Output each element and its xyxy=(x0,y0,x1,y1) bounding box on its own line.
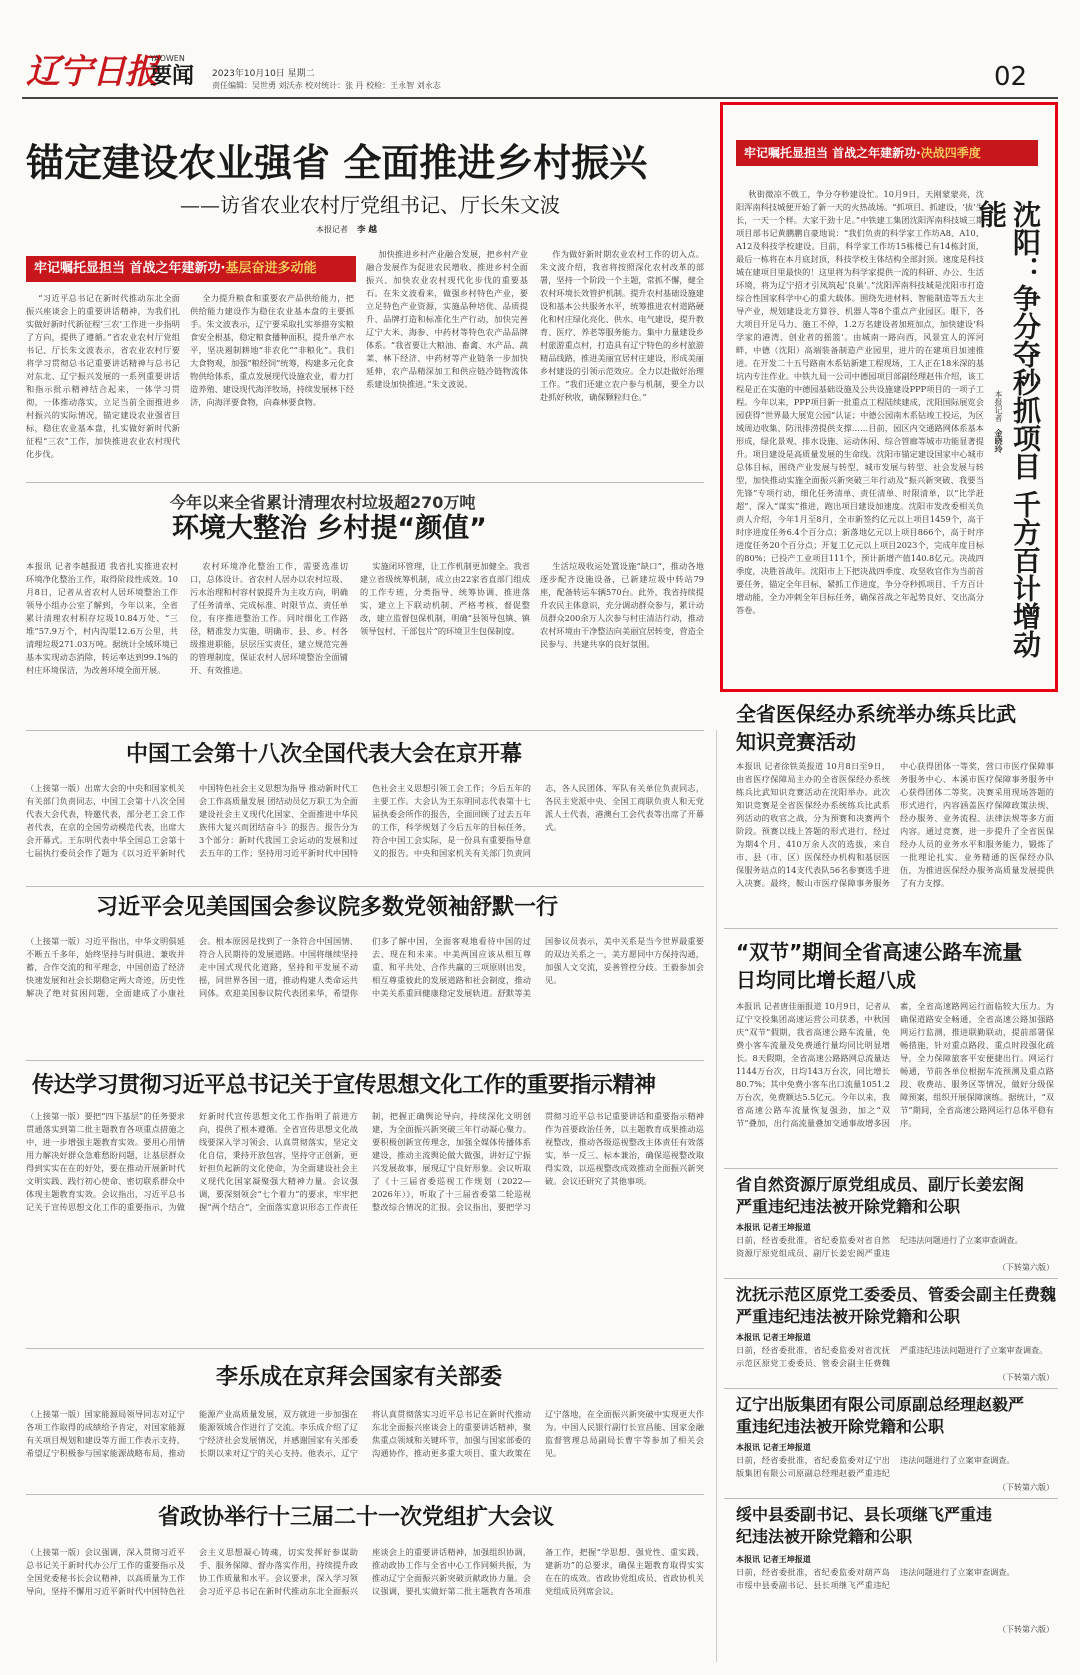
page-number: 02 xyxy=(994,62,1028,92)
lead-col-1: “习近平总书记在新时代推动东北全面振兴座谈会上的重要讲话精神，为我们扎实做好新时代新征程‘三农’工作进一步指明了方向，提供了遵循。”省农业农村厅党组书记、厅长朱文波表示，省农业农村厅要将学习贯彻总书记重要讲话精神与总书记对东北、辽宁振兴发展的一系列重要讲话和指示批示精神结合起来，一体学习贯彻，一体推动落实，立足当前全面推进乡村振兴的实际情况，锚定建设农业强省目标，稳住农业基本盘，扎实做好新时代新征程“三农”工作，加快推进农业农村现代化步伐。 xyxy=(26,293,180,459)
lead-byline xyxy=(316,223,377,235)
shenyang-headline: 沈阳：争分夺秒抓项目 千方百计增动能 xyxy=(975,200,1042,658)
divider xyxy=(26,1348,704,1349)
li-text: （上接第一版）国家能源局领导同志对辽宁各项工作取得的成绩给予肯定，对国家能源有关项目规划和建设等方面工作表示支持，希望辽宁积极参与国家能源战略布局，推动能源产业高质量发展，双方就进一步加强在能源领域合作进行了交流。李乐成介绍了辽宁经济社会发展情况，并感谢国家有关部委长期以来对辽宁的关心支持。他表示，辽宁将认真贯彻落实习近平总书记在新时代推动东北全面振兴座谈会上的重要讲话精神，聚焦重点领域和关键环节，加强与国家部委的沟通协作，推动更多重大项目、重大政策在辽宁落地，在全面振兴新突破中实现更大作为。中国人民银行副行长宣昌能、国家金融监督管理总局副局长曹宇等参加了相关会见。 xyxy=(26,1409,704,1458)
disc4-tail: （下转第六版） xyxy=(998,1625,1054,1634)
disc3-headline: 辽宁出版集团有限公司原副总经理赵毅严重违纪违法被开除党籍和公职 xyxy=(736,1395,1025,1436)
disc4-headline: 绥中县委副书记、县长项继飞严重违纪违法被开除党籍和公职 xyxy=(736,1505,993,1546)
divider xyxy=(724,1278,1058,1279)
lead-subtitle: ——访省农业农村厅党组书记、厅长朱文波 xyxy=(180,193,560,217)
divider xyxy=(26,482,704,483)
propaganda-headline: 传达学习贯彻习近平总书记关于宣传思想文化工作的重要指示精神 xyxy=(32,1072,656,1098)
lead-headline: 锚定建设农业强省 全面推进乡村振兴 xyxy=(26,141,648,185)
disc1-tail: （下转第六版） xyxy=(998,1263,1054,1272)
banner-text: 牢记嘱托显担当 首战之年建新功· xyxy=(744,146,921,160)
lead-banner xyxy=(26,256,356,282)
env-col-1: 本报讯 记者李越报道 我省扎实推进农村环境净化整治工作，取得阶段性成效。10月8日，记者从省农村人居环境整治工作领导小组办公室了解到，今年以来，全省累计清理农村积存垃圾10.84万处、“三堆”57.9万个，村内沟渠12.6万公里，共清理垃圾271.03万吨。据统计全域环境已基本实现动态消除，转运率达到99.1%的村庄环境保洁，为改善环境全面开展。 xyxy=(26,561,178,675)
disc2-byline: 本报讯 记者王坤报道 xyxy=(736,1333,811,1342)
divider xyxy=(26,730,704,731)
divider xyxy=(26,1060,704,1061)
disc3-byline: 本报讯 记者王坤报道 xyxy=(736,1443,811,1452)
env-col-5: 生活垃圾收运处置设施“缺口”，推动各地逐步配齐设施设备，已新建垃圾中转站79座，配备转运车辆570台。此外，我省持续提升农民主体意识，充分调动群众参与，累计动员群众200余万人次参与村庄清洁行动，推动农村环境由干净整洁向美丽宜居转变，营造全民参与、共建共享的良好氛围。 xyxy=(540,561,704,649)
masthead xyxy=(0,0,1080,98)
divider xyxy=(724,1388,1058,1389)
divider xyxy=(724,1168,1058,1169)
shenyang-byline xyxy=(990,390,1004,500)
masthead-rule xyxy=(22,97,1058,99)
banner-tail: 决战四季度 xyxy=(920,146,981,160)
divider xyxy=(26,1494,704,1495)
disc2-tail: （下转第六版） xyxy=(998,1373,1054,1382)
disc2-text: 日前，经省委批准，省纪委监委对省沈抚示范区原党工委委员、管委会副主任费魏严重违纪违法问题进行了立案审查调查。 xyxy=(736,1345,1048,1368)
newspaper-logo: 辽宁日报 xyxy=(26,52,158,92)
divider xyxy=(724,928,1058,929)
disc1-headline: 省自然资源厅原党组成员、副厅长姜宏阁严重违纪违法被开除党籍和公职 xyxy=(736,1175,1025,1216)
byline-label: 本报记者 xyxy=(994,390,1003,422)
column-divider xyxy=(716,730,717,1662)
disc4-text: 日前，经省委批准，省纪委监委对葫芦岛市绥中县委副书记、县长项继飞严重违纪违法问题进行了立案审查调查。 xyxy=(736,1567,1015,1590)
shenyang-banner xyxy=(736,140,1038,166)
xi-text: （上接第一版）习近平指出，中华文明俱延不断五千多年，始终坚持与时俱进、兼收并蓄，合作交流的和平理念，中国创造了经济快速发展和社会长期稳定两大奇迹，历史性解决了绝对贫困问题，全面建成了小康社会。根本原因是找到了一条符合中国国情、符合人民期待的发展道路。中国将继续坚持走中国式现代化道路，坚持和平发展不动摇，同世界各国一道，推动构建人类命运共同体。欢迎美国参议院代表团来华，希望你们多了解中国，全面客观地看待中国的过去、现在和未来。中美两国应该从相互尊重、和平共处、合作共赢的三项原则出发，相互尊重彼此的发展道路和社会制度，推动中美关系重回健康稳定发展轨道。舒默等美国参议员表示，美中关系是当今世界最重要的双边关系之一，美方愿同中方保持沟通，加强人文交流，妥善管控分歧。王毅参加会见。 xyxy=(26,936,704,998)
byline-name: 金晓玲 xyxy=(994,428,1003,453)
lead-col-2: 全力提升粮食和重要农产品供给能力，把供给能力建设作为稳住农业基本盘的主要抓手。朱文波表示，辽宁要采取扎实举措夯实粮食安全根基，稳定粮食播种面积，提升单产水平，坚决遏制耕地“非农化”“非粮化”。我们大食物观，加强“粮经饲”统筹，构建多元化食物供给体系，重点发展现代设施农业，着力打造养殖、建设现代海洋牧场，持续发展林下经济，向海洋要食物，向森林要食物。 xyxy=(190,293,354,407)
env-kicker: 今年以来全省累计清理农村垃圾超270万吨 xyxy=(170,493,476,512)
cppcc-headline: 省政协举行十三届二十一次党组扩大会议 xyxy=(158,1504,555,1530)
section-en: YAOWEN xyxy=(150,54,185,63)
disc1-text: 日前，经省委批准，省纪委监委对省自然资源厅原党组成员、副厅长姜宏阁严重违纪违法问题进行了立案审查调查。 xyxy=(736,1235,1023,1258)
issue-date: 2023年10月10日 星期二 xyxy=(212,69,315,79)
banner-tail: 基层奋进多动能 xyxy=(225,261,317,276)
highway-text: 本报讯 记者唐佳丽报道 10月9日，记者从辽宁交投集团高速运营公司获悉，中秋国庆“双节”假期，我省高速公路车流量，免费小客车流量及免费通行量均同比明显增长。8天假期，全省高速公路路网总流量达1144万台次，日均143万台次，同比增长80.7%；其中免费小客车出口流量1051.2万台次，免费额达5.5亿元。今年以来，我省高速公路车流量恢复强劲，加之“双节”叠加，出行高流量叠加交通事故增多因素，全省高速路网运行面临较大压力。为确保道路安全畅通，全省高速公路加强路网运行监测，推进联勤联动，提前部署保畅措施，针对重点路段、重点时段强化疏导，全力保障旅客平安便捷出行。网运行畅通，节前各单位根据车流预测及重点路段、收费站、服务区等情况，做好分级保障预案，组织开展保障演练。据统计，“双节”期间，全省高速公路网运行总体平稳有序。 xyxy=(736,1001,1054,1128)
lead-col-3: 加快推进乡村产业融合发展，把乡村产业融合发展作为促进农民增收、推进乡村全面振兴、加快农业农村现代化步伐的重要基石。在朱文波看来，做强乡村特色产业，要立足特色产业资源，实施品种培优、品质提升、品牌打造和标准化生产行动，加快完善辽宁大米、海参、中药材等特色农产品品牌体系。“我省要让大粮油、畜禽、水产品、蔬菜、林下经济、中药材等产业链条一步加快延伸，农产品精深加工和供应链冷链物流体系建设加快推进。”朱文波说。 xyxy=(366,249,528,389)
lead-col-4: 作为做好新时期农业农村工作的切入点。朱文波介绍，我省将按照深化农村改革的部署，坚持一个阶段一个主题，常抓不懈，健全农村环境长效管护机制。提升农村基础设施建设和基本公共服务水平，统筹推进农村道路硬化和村庄绿化亮化、供水、电气建设，提升教育、医疗、养老等服务能力。集中力量建设乡村旅游重点村，打造具有辽宁特色的乡村旅游精品线路，推进美丽宜居村庄建设，形成美丽乡村建设的引领示范效应。全力以赴做好治理工作。“我们还建立农户参与机制，要全力以赴抓好秋收，确保颗粒归仓。” xyxy=(540,249,704,402)
editors-line: 责任编辑：吴世勇 刘沃赤 校对统计：张 丹 校检：王永智 刘永志 xyxy=(212,81,441,90)
banner-text: 牢记嘱托显担当 首战之年建新功· xyxy=(34,261,226,276)
propaganda-text: （上接第一版）要把“四下基层”的任务要求贯通落实到第二批主题教育各项重点措施之中，进一步增强主题教育实效。要用心用情用力解决好群众急难愁盼问题，让基层群众得到实实在在的好处，要在推动开展新时代文明实践、践行初心使命、密切联系群众中体现主题教育实效。会议指出，习近平总书记关于宣传思想文化工作的重要指示，为做好新时代宣传思想文化工作指明了前进方向，提供了根本遵循。全省宣传思想文化战线要深入学习领会、认真贯彻落实，坚定文化自信，秉持开放包容，坚持守正创新，更好担负起新的文化使命，为全面建设社会主义现代化国家凝聚强大精神力量。会议强调，要深刻领会“七个着力”的要求，牢牢把握“两个结合”，全面落实意识形态工作责任制，把握正确舆论导向，持续深化文明创建，为全面振兴新突破三年行动凝心聚力。要积极创新宣传理念，加强全媒体传播体系建设，推动主流舆论做大做强，讲好辽宁振兴发展故事，展现辽宁良好形象。会议听取了《十三届省委巡视工作规划（2022—2026年）》，听取了十三届省委第二轮巡视整改综合情况的汇报。会议指出，要把学习贯彻习近平总书记重要讲话和重要指示精神作为首要政治任务，以主题教育成果推动巡视整改，推动各级巡视整改主体责任有效落实，举一反三、标本兼治，确保巡视整改取得实效，以巡视整改成效推动全面振兴新突破。会议还研究了其他事项。 xyxy=(26,1111,704,1212)
highway-headline: “双节”期间全省高速公路车流量日均同比增长超八成 xyxy=(736,940,1023,992)
medins-headline: 全省医保经办系统举办练兵比武知识竞赛活动 xyxy=(736,702,1016,754)
env-col-2: 农村环境净化整治工作，需要选准切口，总体设计。省农村人居办以农村垃圾、污水治理和村容村貌提升为主攻方向，明确了任务清单、完成标准、时限节点、责任单位，有序推进整治工作。同时细化工作路径，精准发力实施，明确市、县、乡、村各级推进职能，层层压实责任，建立规范完善的管理制度，保证农村人居环境整治全面铺开、有效推进。 xyxy=(190,561,348,675)
xi-headline: 习近平会见美国国会参议院多数党领袖舒默一行 xyxy=(96,894,559,920)
disc3-tail: （下转第六版） xyxy=(998,1483,1054,1492)
byline-name: 李 越 xyxy=(356,225,377,235)
cppcc-text: （上接第一版）会议强调，深入贯彻习近平总书记关于新时代办公厅工作的重要指示及全国党委秘书长会议精神，以高质量为工作导向，坚持不懈用习近平新时代中国特色社会主义思想凝心铸魂，切实发挥好参谋助手、服务保障、督办落实作用，持续提升政协工作质量和水平。会议要求，深入学习领会习近平总书记在新时代推动东北全面振兴座谈会上的重要讲话精神，加强组织协调，推动政协工作与全省中心工作同频共振，为推动辽宁全面振兴新突破贡献政协力量。会议强调，要扎实做好第二批主题教育各项准备工作，把握“学思想、强党性、重实践、建新功”的总要求，确保主题教育取得实实在在的成效。省政协党组成员、省政协机关党组成员列席会议。 xyxy=(26,1547,704,1596)
env-col-3: 实施闭环管理，让工作机制更加健全。我省建立省级统筹机制，成立由22家省直部门组成的工作专班，分类指导、统筹协调、推进落实，建立上下联动机制、严格考核、督促整改，建立监督包保机制，明确“县领导包镇、镇领导包村、干部包片”的环境卫生包保制度。 xyxy=(360,561,530,636)
disc2-headline: 沈抚示范区原党工委委员、管委会副主任费魏严重违纪违法被开除党籍和公职 xyxy=(736,1285,1057,1326)
disc1-byline: 本报讯 记者王坤报道 xyxy=(736,1223,811,1232)
section-title: 要闻 xyxy=(150,64,195,89)
env-headline: 环境大整治 乡村提“颜值” xyxy=(172,513,487,544)
medins-text: 本报讯 记者徐铁英报道 10月8日至9日，由省医疗保障局主办的全省医保经办系统练兵比武知识竞赛活动在沈阳举办。此次知识竞赛是全省医保经办系统练兵比武系列活动的收官之战，分为预赛和决赛两个阶段。预赛以线上答题的形式进行，经过为期4个月、410万余人次的选拔，来自市、县（市、区）医保经办机构和基层医保服务站点的14支代表队56名参赛选手进入决赛。最终，鞍山市医疗保障事务服务中心获得团体一等奖，营口市医疗保障事务服务中心、本溪市医疗保障事务服务中心获得团体二等奖。决赛采用现场答题的形式进行，内容涵盖医疗保障政策法规、经办服务、业务流程、法律法规等多方面内容。通过竞赛，进一步提升了全省医保经办人员的业务水平和服务能力，锻炼了一批理论扎实、业务精通的医保经办队伍，为推进医保经办服务高质量发展提供了有力支撑。 xyxy=(736,761,1054,888)
byline-label: 本报记者 xyxy=(316,225,348,234)
union-text: （上接第一版）出席大会的中央和国家机关有关部门负责同志，中国工会第十八次全国代表大会代表，特邀代表，部分老工会工作者代表，在京的全国劳动模范代表，出席大会开幕式。王东明代表中华全国总工会第十七届执行委员会作了题为《以习近平新时代中国特色社会主义思想为指导 推动新时代工会工作高质量发展 团结动员亿万职工为全面建设社会主义现代化国家、全面推进中华民族伟大复兴而团结奋斗》的报告。报告分为3个部分：新时代我国工会运动的发展和过去五年的工作；坚持用习近平新时代中国特色社会主义思想引领工会工作；今后五年的主要工作。大会认为王东明同志代表第十七届执委会所作的报告，全面回顾了过去五年的工作，科学规划了今后五年的目标任务，符合中国工会实际，是一份具有重要指导意义的报告。中央和国家机关有关部门负责同志，各人民团体、军队有关单位负责同志，各民主党派中央、全国工商联负责人和无党派人士代表，港澳台工会代表等出席了开幕式。 xyxy=(26,783,704,858)
disc3-text: 日前，经省委批准，省纪委监委对辽宁出版集团有限公司原副总经理赵毅严重违纪违法问题进行了立案审查调查。 xyxy=(736,1455,1015,1478)
shenyang-text: 秋街微凉不戟工，争分夺秒建设忙。10月9日，天刚蒙蒙亮，沈阳浑南科技城便开始了新一天的火热战场。“抓项目、抓建设，‘拔’生长，一天一个样。大家干劲十足。”中铁建工集团沈阳浑南科技城三期项目部书记黄鹏鹏自豪地说：“我们负责的科学家工作坊A8、A10、A12及科技学校建设。目前，科学家工作坊15栋楼已有14栋封顶，最后一栋将在本月底封顶，科技学校主体结构全部封顶。速度是科技城在建项目里最快的！这里将为科学家提供一流的科研、办公、生活环境，将为辽宁招才引凤筑起‘良巢’。”沈阳浑南科技城是沈阳市打造综合性国家科学中心的重大载体。围绕先进材料、智能制造等五大主导产业，规划建设北方算谷、机器人等8个重点产业园区。眼下，各大项目开足马力、施工不停，1.2万名建设者加班加点，加快建设‘科学家的港湾、创业者的摇篮’。由城南一路向西，风景宜人的浑河畔，中德（沈阳）高端装备制造产业园里，进片的在建项目加速推进。在开发二十五号路南木系钻新建工程现场，工人正在18米深的基坑内专注作业。中铁九局一公司中德园项目部副经理赵伟介绍，该工程是正在实施的中德园基础设施及公共设施建设PPP项目的一项子工程。今年以来，PPP项目新一批重点工程陆续建成，沈阳国际展览会园获得“世界最大展览公园”认证；中德公园南木系钻竣工投运，为区域周边收集、防汛排涝提供支撑……目前，园区内交通路网体系基本形成，绿化景观、排水设施、运动休闲、综合管廊等城市功能显著提升。项目建设是高质量发展的生命线。沈阳市锚定建设国家中心城市总体目标，围绕产业发展与转型、城市发展与转型、社会发展与转型，加快推动实施全面振兴新突破三年行动及“振兴新突破、我要当先锋”专项行动，细化任务清单、责任清单、时限清单，以“比学赶超”、深入“谋实”推进，跑出项目建设加速度。沈阳市发改委相关负责人介绍，今年1月至8月，全市新签约亿元以上项目1459个，高于时序进度任务6.4个百分点；新落地亿元以上项目866个，高于时序进度任务20个百分点；开复工亿元以上项目2023个，完成年度目标的80%；已投产工业项目111个，预计新增产值140.8亿元。决战四季度，决胜首战年。沈阳市上下把决战四季度、攻坚收官作为当前首要任务，锚定全年目标，紧抓工作进度，争分夺秒抓项目、千方百计增动能，全力冲刺全年目标任务，确保首战之年起势良好、交出高分答卷。 xyxy=(736,189,984,615)
disc4-byline: 本报讯 记者王坤报道 xyxy=(736,1555,811,1564)
union-headline: 中国工会第十八次全国代表大会在京开幕 xyxy=(126,741,523,767)
li-headline: 李乐成在京拜会国家有关部委 xyxy=(216,1364,503,1390)
divider xyxy=(26,886,704,887)
divider xyxy=(724,1498,1058,1499)
